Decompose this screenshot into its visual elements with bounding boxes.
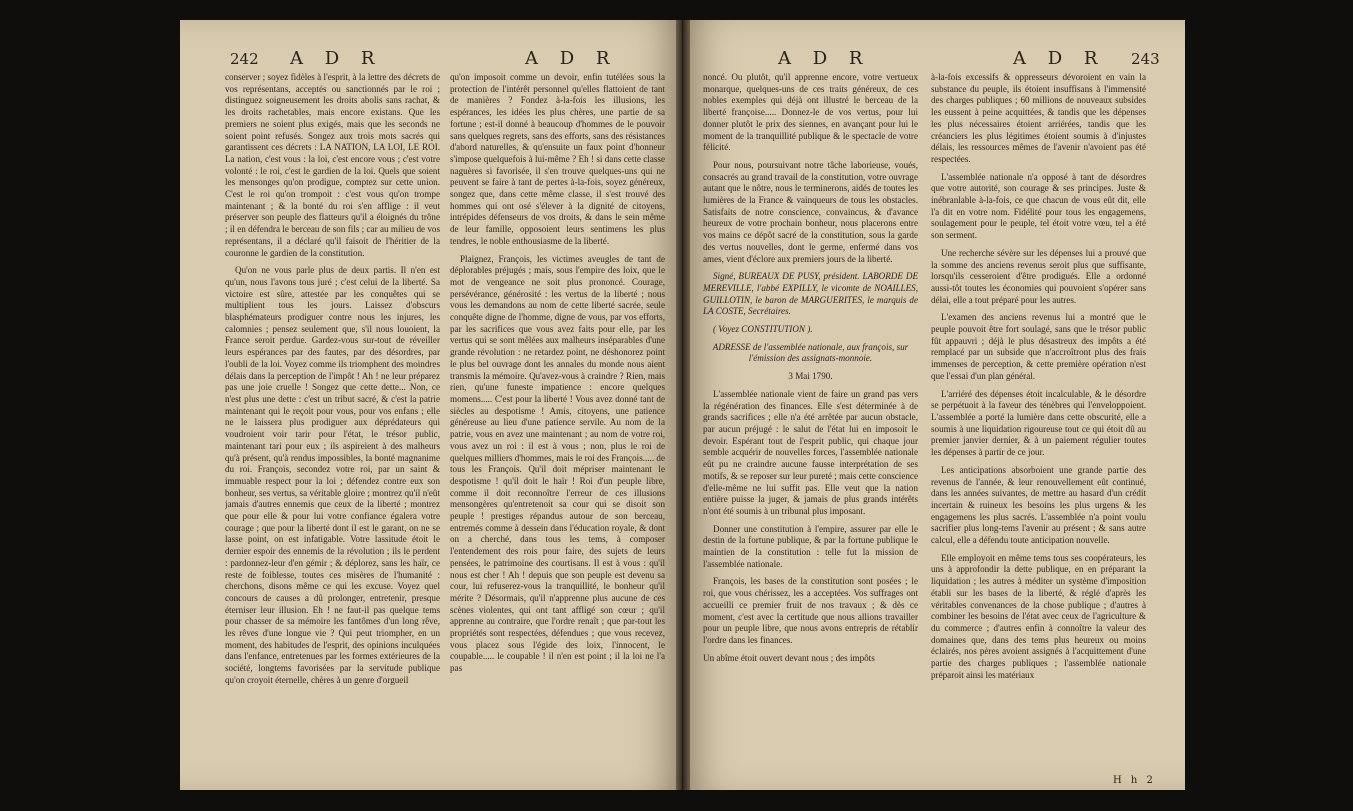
address-title: ADRESSE de l'assemblée nationale, aux françois, sur l'émission des assignats-monnoie. [712, 341, 909, 364]
text-column-2 [931, 72, 1146, 772]
paragraph: Qu'on ne vous parle plus de deux partis. Il n'en est qu'un, nous l'avons tous juré ; c'est celui de la liberté. Sa victoire est sûre, attestée par les conquêtes qui se multiplient tous les jours. Laissez d'obscurs blasphémateurs prodiguer contre nous les injures, les calomnies ; pensez seulement que, s'il nous louoient, la France seroit perdue. Gardez-vous sur-tout de réveiller leurs espérances par des fautes, par des désordres, par l'oubli de la loi. Voyez comme ils triomphent des moindres délais dans la perception de l'impôt ! Ah ! ne leur préparez pas une joie cruelle ! Songez que cette dette... Non, ce n'est plus une dette : c'est un tribut sacré, & c'est la patrie maintenant qui le reçoit pour vous, pour vos enfans ; elle ne le laissera plus prodiguer aux déprédateurs qui voudroient voir tarir pour l'état, le trésor public, maintenant tari pour eux ; ils aspireient à des malheurs qu'à présent, qu'à rendus impossibles, la bonté magnanime du roi. François, secondez votre roi, par un saint & immuable respect pour la loi ; défendez contre eux son bonheur, ses vertus, sa véritable gloire ; montrez qu'il n'eût jamais d'autres ennemis que ceux de la liberté ; montrez que pour elle & pour lui votre confiance égalera votre courage ; que pour la liberté dont il est le garant, on ne se lasse point, on est infatigable. Votre lassitude étoit le dernier espoir des ennemis de la révolution ; ils le perdent : pardonnez-leur d'en gémir ; & déplorez, sans les haïr, ce reste de foiblesse, toutes ces misères de l'humanité : cherchons, disons même ce qui les excuse. Voyez quel concours de causes a dû prolonger, entretenir, presque éterniser leur illusion. Eh ! ne faut-il pas quelque tems pour chasser de sa mémoire les fantômes d'un long rêve, les rêves d'une longue vie ? Qui peut triompher, en un moment, des habitudes de l'esprit, des opinions inculquées dans l'enfance, entretenues par les formes extérieures de la société, longtems favorisées par la servitude publique qu'on croyoit éternelle, chères à un genre d'orgueil [225, 265, 440, 685]
running-head: A D R [778, 48, 871, 69]
left-page [180, 20, 682, 790]
paragraph: L'assemblée nationale vient de faire un grand pas vers la régénération des finances. Elle s'est déterminée à de grands sacrifices ; elle n'a été arrêtée par aucun obstacle, par aucun préjugé : le salut de l'état lui en imposoit le devoir. Espérant tout de l'esprit public, qui chaque jour semble acquérir de nouvelles forces, l'assemblée nationale eût pu ne craindre aucune fausse interprétation de ses motifs, & se reposer sur leur pureté ; mais cette conscience d'elle-même ne lui suffit pas. Elle veut que la nation entière puisse la juger, & jamais de plus grands intérêts n'ont été soumis à un tribunal plus imposant. [703, 388, 918, 516]
paragraph: Elle employoit en même tems tous ses coopérateurs, les uns à approfondir la dette publique, en en préparant la liquidation ; les autres à méditer un système d'imposition établi sur les bases de la liberté, & réglé d'après les véritables convenances de la chose publique ; d'autres à combiner les besoins de l'état avec ceux de l'agriculture & du commerce ; d'autres enfin à connoître la valeur des domaines que, dans des tems plus heureux ou moins éclairés, nos pères avoient assignés à l'acquittement d'une partie des charges publiques ; l'assemblée nationale préparoit ainsi les matériaux [931, 552, 1146, 680]
paragraph: noncé. Ou plutôt, qu'il apprenne encore, votre vertueux monarque, quelques-uns de ces traits généreux, de ces nobles exemples qui déjà ont illustré le berceau de la liberté françoise..... Donnez-le de vos vertus, pour lui donner plutôt le prix des siennes, en avançant pour lui le moment de la tranquillité publique & le spectacle de votre félicité. [703, 72, 918, 153]
paragraph: qu'on imposoit comme un devoir, enfin tutélées sous la protection de l'intérêt personnel qu'elles flattoient de tant de manières ? Fondez à-la-fois les illusions, les espérances, les idées les plus chères, une partie de sa fortune ; est-il donné à beaucoup d'hommes de le pouvoir sans quelques regrets, sans des efforts, sans des résistances d'abord naturelles, & qu'ensuite un faux point d'honneur s'impose quelquefois à lui-même ? Eh ! si dans cette classe naguères si favorisée, il s'en trouve quelques-uns qui ne peuvent se faire à tant de pertes à-la-fois, soyez généreux, songez que, dans cette même classe, il s'est trouvé des hommes qui ont osé s'élever à la dignité de citoyens, intrépides défenseurs de vos droits, & dans le sein même de leur famille, opposoient leurs sentimens les plus tendres, le noble enthousiasme de la liberté. [450, 72, 665, 246]
page-number: 242 [230, 50, 259, 68]
right-page [683, 20, 1185, 790]
paragraph: à-la-fois excessifs & oppresseurs dévoroient en vain la substance du peuple, ils étoient insuffisans à l'immensité des charges publiques ; 60 millions de nouveaux subsides les eussent à peine acquittées, & tandis que les dépenses les plus nécessaires étoient arriérées, tandis que les créanciers les plus légitimes étoient soumis à d'injustes délais, les ressources mêmes de l'avenir n'avoient pas été respectées. [931, 72, 1146, 164]
book-gutter [676, 20, 690, 790]
paragraph: L'examen des anciens revenus lui a montré que le peuple pouvoit être fort soulagé, sans que le trésor public fût appauvri ; déjà le plus désastreux des impôts a été remplacé par un subside que n'accroîtront plus des frais immenses de perception, & cette première opération n'est que l'essai d'un plan général. [931, 312, 1146, 381]
paragraph: Pour nous, poursuivant notre tâche laborieuse, voués, consacrés au grand travail de la constitution, votre ouvrage autant que le nôtre, nous le terminerons, aidés de toutes les lumières de la France & vainqueurs de tous les obstacles. Satisfaits de notre conscience, convaincus, & d'avance heureux de votre prochain bonheur, nous placerons entre vos mains ce dépôt sacré de la constitution, sous la garde des vertus nouvelles, dont le germe, enfermé dans vos ames, vient d'éclore aux premiers jours de la liberté. [703, 159, 918, 264]
running-head: A D R [1013, 48, 1106, 69]
open-book [180, 20, 1185, 790]
running-head: A D R [290, 48, 383, 69]
page-number: 243 [1131, 50, 1160, 68]
running-head: A D R [525, 48, 618, 69]
paragraph: François, les bases de la constitution sont posées ; le roi, que vous chérissez, les a acceptées. Vos suffrages ont accueilli ce premier fruit de nos travaux ; & dès ce moment, c'est avec la certitude que nous allions travailler pour un peuple libre, que nous avons entrepris de rétablir l'ordre dans les finances. [703, 576, 918, 645]
text-column-2 [450, 72, 665, 772]
paragraph: Un abîme étoit ouvert devant nous ; des impôts [703, 652, 875, 663]
paragraph: Une recherche sévère sur les dépenses lui a prouvé que la somme des anciens revenus seroit plus que suffisante, lorsqu'ils cesseroient d'être prodigués. Elle a ordonné aussi-tôt toutes les économies qui pouvoient s'opérer sans délai, elle a tout préparé pour les autres. [931, 247, 1146, 305]
cross-reference: ( Voyez CONSTITUTION ). [713, 324, 813, 335]
text-column-1 [225, 72, 440, 772]
signature-mark: H h 2 [1113, 775, 1156, 786]
date-line: 3 Mai 1790. [788, 371, 833, 382]
paragraph: Plaignez, François, les victimes aveugles de tant de déplorables préjugés ; mais, sous l'empire des loix, que le mot de vengeance ne soit plus prononcé. Courage, persévérance, générosité : les vertus de la liberté ; nous vous les demandons au nom de cette liberté sacrée, seule conquête digne de l'homme, digne de vous, par vos efforts, par les sacrifices que vous avez faits pour elle, par les vertus qui se sont mêlées aux malheurs inséparables d'une grande révolution : ne retardez point, ne déshonorez point le plus bel ouvrage dont les annales du monde nous aient transmis la mémoire. Qu'avez-vous à craindre ? Rien, mais rien, qu'une funeste impatience : encore quelques momens..... C'est pour la liberté ! Vous avez donné tant de siècles au despotisme ! Amis, citoyens, une patience généreuse au lieu d'une patience servile. Au nom de la patrie, vous en avez une maintenant ; au nom de votre roi, vous avez un roi : il est à vous ; non, plus le roi de quelques milliers d'hommes, mais le roi des François..... de tous les François. Qu'il doit mépriser maintenant le despotisme ! qu'il doit le haïr ! Roi d'un peuple libre, comme il doit reconnoître l'erreur de ces illusions mensongères qu'entretenoit sa cour qui se disoit son peuple ! prestiges répandus autour de son berceau, entremés comme à dessein dans l'éducation royale, & dont on a cherché, dans tous les tems, à composer l'entendement des rois pour faire, des sujets de leurs pensées, le patrimoine des courtisans. Il est à vous : qu'il nous est cher ! Ah ! depuis que son peuple est devenu sa cour, lui refuserez-vous la tranquillité, le bonheur qu'il mérite ? Désormais, qu'il n'apprenne plus aucune de ces scènes violentes, qui ont tant affligé son cœur ; qu'il apprenne au contraire, que l'ordre renaît ; que par-tout les propriétés sont respectées, défendues ; que vous recevez, vous placez sous l'égide des loix, l'innocent, le coupable..... le coupable ! il n'en est point ; il la loi ne l'a pas [450, 253, 665, 674]
paragraph: Donner une constitution à l'empire, assurer par elle le destin de la fortune publique, & par la fortune publique le maintien de la constitution : telle fut la mission de l'assemblée nationale. [703, 523, 918, 569]
text-column-1 [703, 72, 918, 772]
paragraph: L'arriéré des dépenses étoit incalculable, & le désordre se perpétuoit à la faveur des ténèbres qui l'enveloppoient. L'assemblée a porté la lumière dans cette obscurité, elle a soumis à une liquidation rigoureuse tout ce qui étoit dû au premier janvier dernier, & à un paiement régulier toutes les dépenses à partir de ce jour. [931, 388, 1146, 458]
paragraph: Les anticipations absorboient une grande partie des revenus de l'année, & leur renouvellement eût continué, dans les années suivantes, de mettre au hasard d'un crédit incertain & ruineux les besoins les plus urgens & les engagemens les plus sacrés. L'assemblée n'a point voulu sacrifier plus long-tems l'avenir au présent ; & sans autre calcul, elle a défendu toute anticipation nouvelle. [931, 464, 1146, 546]
paragraph: L'assemblée nationale n'a opposé à tant de désordres que votre autorité, son courage & ses principes. Juste & inébranlable à-la-fois, ce que chacun de vous eût dit, elle l'a dit en votre nom. Fidélité pour tous les engagemens, soulagement pour le peuple, tel étoit votre vœu, tel a été son serment. [931, 171, 1146, 241]
paragraph: conserver ; soyez fidèles à l'esprit, à la lettre des décrets de vos représentans, acceptés ou sanctionnés par le roi ; distinguez soigneusement les droits abolis sans rachat, & les droits rachetables, mais encore existans. Que les premiers ne soient plus exigés, mais que les seconds ne soient point refusés. Songez aux trois mots sacrés qui garantissent ces décrets : LA NATION, LA LOI, LE ROI. La nation, c'est vous : la loi, c'est encore vous ; c'est votre volonté : le roi, c'est le gardien de la loi. Quels que soient les mensonges qu'on prodigue, comptez sur cette union. C'est le roi qu'on trompoit : c'est vous qu'on trompe maintenant ; & la bonté du roi s'en afflige : il veut préserver son peuple des flatteurs qu'il a éloignés du trône ; il en défendra le berceau de son fils ; car au milieu de vos représentans, il a déclaré qu'il faisoit de l'héritier de la couronne le gardien de la constitution. [225, 72, 440, 258]
signatures: Signé, BUREAUX DE PUSY, président. LABORDE DE MEREVILLE, l'abbé EXPILLY, le vicomte de NOAILLES, GUILLOTIN, le baron de MARGUERITES, le marquis de LA COSTE, Secrétaires. [703, 271, 918, 317]
